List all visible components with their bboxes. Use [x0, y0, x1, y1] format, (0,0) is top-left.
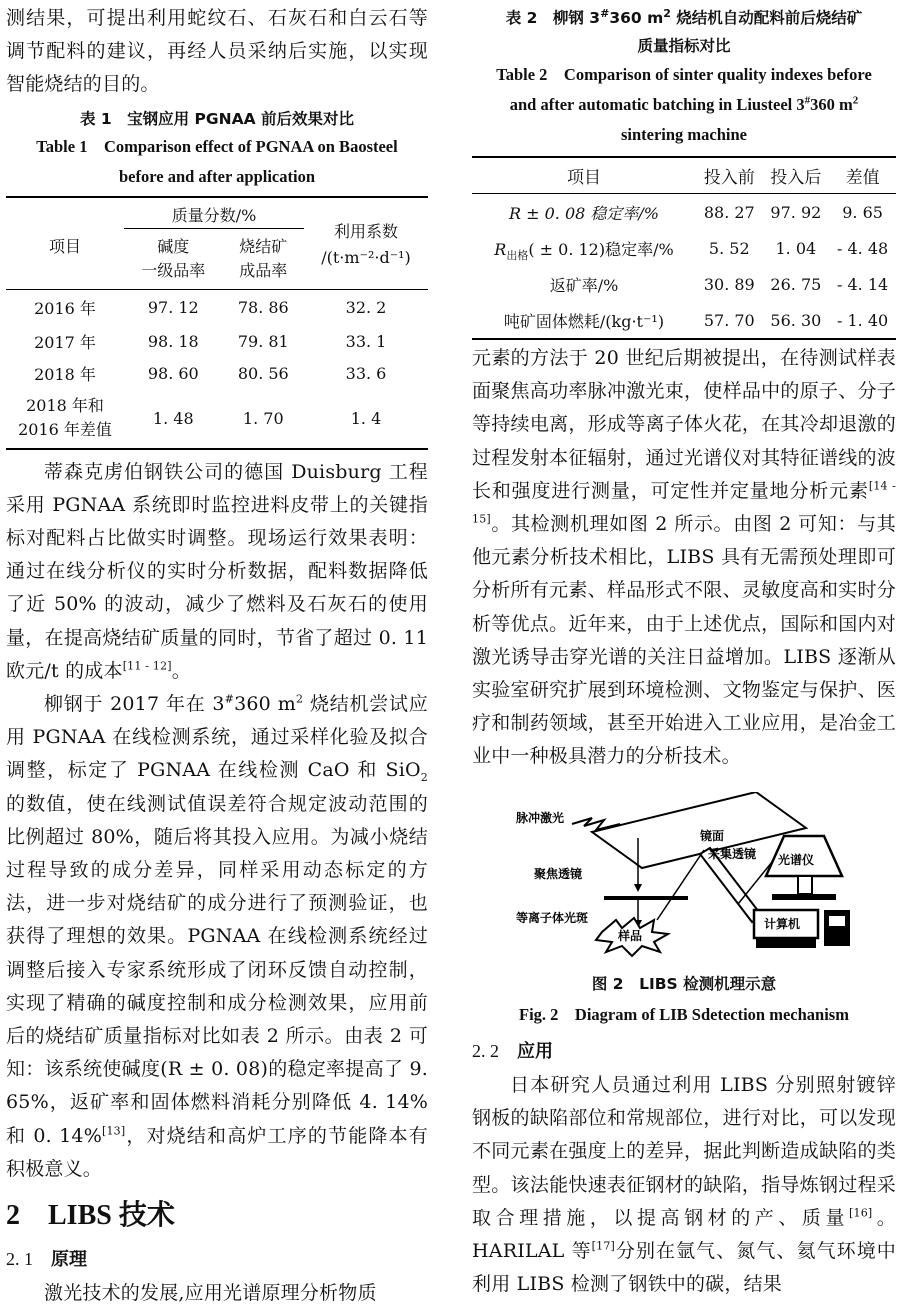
table2-caption-en-line1: Table 2 Comparison of sinter quality indexes before	[496, 65, 872, 84]
table1-header-yield-line2: 成品率	[239, 260, 288, 280]
paragraph-thyssenkrupp: 蒂森克虏伯钢铁公司的德国 Duisburg 工程采用 PGNAA 系统即时监控进料皮带上的关键指标对配料占比做实时调整。现场运行效果表明：通过在线分析仪的实时分析数据，配料数据降低了近 50% 的波动，减少了燃料及石灰石的使用量，在提高烧结矿质量的同时，节省了超过 0. 11 欧元/t 的成本[11 - 12]。	[6, 460, 428, 682]
superscript-hash: #	[600, 6, 610, 20]
table2-cell-item	[472, 230, 696, 266]
table2-cell-diff: - 4. 14	[836, 274, 889, 294]
monitor-screen	[829, 916, 845, 926]
libs-diagram	[472, 792, 896, 962]
table2-caption-en-line2	[472, 90, 896, 120]
table1-header-coef-line2: /(t·m⁻²·d⁻¹)	[321, 248, 411, 268]
table1-cell-yield: 79. 81	[237, 332, 289, 352]
subsection-heading-application	[472, 1036, 896, 1067]
table1-cell-item: 2016 年	[34, 299, 96, 319]
subscript-2: 2	[420, 771, 428, 785]
table1-cell-coef: 33. 1	[345, 332, 387, 352]
table-row	[6, 289, 428, 326]
right-column-lower	[472, 968, 896, 1301]
table-row	[6, 358, 428, 390]
monitor-icon	[824, 910, 850, 946]
table1-header-group: 质量分数/%	[124, 197, 304, 229]
label-mirror: 镜面	[700, 829, 725, 843]
table2-cell-after: 26. 75	[770, 274, 822, 294]
table1-cell-coef: 32. 2	[345, 298, 387, 318]
label-computer: 计算机	[764, 917, 801, 931]
label-focus-lens: 聚焦透镜	[534, 867, 583, 881]
paragraph-liugang-text-e: ，对烧结和高炉工序的节能降本有积极意义。	[6, 1124, 428, 1180]
table1-header-basicity-line1: 碱度	[157, 236, 190, 256]
fiber-line	[738, 862, 772, 904]
table2-caption-cn-line2: 质量指标对比	[637, 37, 731, 55]
table2-caption-en-a: and after automatic batching in Liusteel 3	[509, 95, 805, 114]
table1-cell-item-line2: 2016 年差值	[18, 419, 112, 439]
table2-cell-after: 97. 92	[770, 202, 822, 222]
table1-cell-yield: 78. 86	[237, 298, 289, 318]
subsection-number: 2. 2	[472, 1041, 499, 1061]
table1-header-coef-line1: 利用系数	[333, 222, 398, 242]
citation-14-15: [14 - 15]	[472, 479, 896, 526]
subsection-number: 2. 1	[6, 1249, 33, 1270]
citation-11-12: [11 - 12]	[122, 659, 172, 673]
table2-cell-item-rest: ( ± 0. 12)稳定率/%	[528, 239, 674, 259]
table2-caption-cn-line1	[472, 4, 896, 32]
subsection-title: 应用	[517, 1041, 553, 1062]
table2-cell-item: 返矿率/%	[549, 275, 619, 295]
arrow-head-icon	[634, 884, 642, 892]
table1-header-yield	[223, 228, 304, 289]
table2-caption-cn-c: 烧结机自动配料前后烧结矿	[670, 9, 863, 27]
table2-cell-item-sub: 出格	[506, 248, 529, 262]
table1-caption-en-line1: Table 1 Comparison effect of PGNAA on Baosteel	[36, 136, 398, 156]
paragraph-application	[472, 1069, 896, 1301]
table-row	[472, 230, 896, 266]
paragraph-liugang-text-c: 烧结机尝试应用 PGNAA 在线检测系统，通过采样化验及拟合调整，标定了 PGNAA 在线检测 CaO 和 SiO	[6, 693, 428, 782]
paragraph-liugang-text-d: 的数值，使在线测试值误差符合规定波动范围的比例超过 80%，随后将其投入应用。为减小烧结过程导致的成分差异，同样采用动态标定的方法，进一步对烧结矿的成分进行了预测验证，也获得了理想的效果。PGNAA 在线检测系统经过调整后接入专家系统形成了闭环反馈自动控制，实现了精确的碱度控制和成分检测效果，应用前后的烧结矿质量指标对比如表 2 所示。由表 2 可知：该系统使碱度(R ± 0. 08)的稳定率提高了 9. 65%，返矿率和固体燃料消耗分别降低 4. 14% 和 0. 14%	[6, 792, 428, 1147]
paragraph-thyssenkrupp-text: 蒂森克虏伯钢铁公司的德国 Duisburg 工程采用 PGNAA 系统即时监控进料皮带上的关键指标对配料占比做实时调整。现场运行效果表明：通过在线分析仪的实时分析数据，配料数据降低了近 50% 的波动，减少了燃料及石灰石的使用量，在提高烧结矿质量的同时，节省了超过 0. 11 欧元/t 的成本	[6, 460, 428, 682]
table-row	[472, 194, 896, 231]
superscript-hash: #	[224, 692, 235, 706]
table2-header-diff: 差值	[829, 157, 896, 194]
superscript-2: 2	[295, 692, 304, 706]
table2-cell-diff: - 4. 48	[836, 238, 889, 258]
table2-cell-diff: 9. 65	[842, 202, 883, 222]
table1-cell-item-line1: 2018 年和	[26, 395, 104, 415]
table2-cell-before: 57. 70	[703, 310, 755, 330]
table1-header-coef	[304, 197, 428, 290]
left-column	[6, 0, 428, 1310]
table-row	[6, 390, 428, 449]
table1-header-basicity	[124, 228, 223, 289]
table2-cell-after: 56. 30	[770, 310, 822, 330]
table1-cell-basicity: 98. 18	[147, 332, 199, 352]
label-collect-lens: 采集透镜	[708, 847, 757, 861]
paragraph-application-text-c: 分别在氩气、氮气、氦气环境中利用 LIBS 检测了钢铁中的碳，结果	[472, 1240, 896, 1296]
table2-cell-item-r: R	[494, 239, 507, 259]
paragraph-application-text-a: 日本研究人员通过利用 LIBS 分别照射镀锌钢板的缺陷部位和常规部位，进行对比，可以发现不同元素在强度上的差异，据此判断造成缺陷的类型。该法能快速表征钢材的缺陷，指导炼钢过程采取合理措施，以提高钢材的产、质量	[472, 1074, 896, 1229]
table2-header-before: 投入前	[696, 157, 763, 194]
paragraph-libs-intro-text-b: 。其检测机理如图 2 所示。由图 2 可知：与其他元素分析技术相比，LIBS 具有无需预处理即可分析所有元素、样品形式不限、灵敏度高和实时分析等优点。近年来，由于上述优点，国际和国内对激光诱导击穿光谱的关注日益增加。LIBS 逐渐从实验室研究扩展到环境检测、文物鉴定与保护、医疗和制药领域，甚至开始进入工业应用，是冶金工业中一种极具潜力的分析技术。	[472, 513, 896, 768]
right-column	[472, 0, 896, 774]
table1-cell-basicity: 98. 60	[147, 364, 199, 384]
paragraph-principle: 激光技术的发展,应用光谱原理分析物质	[44, 1282, 377, 1305]
table2-caption-en-b: 360 m	[810, 95, 853, 114]
table1-cell-basicity: 1. 48	[152, 409, 194, 429]
citation-13: [13]	[101, 1124, 126, 1138]
table1-cell-yield: 1. 70	[242, 409, 284, 429]
table1	[6, 196, 428, 450]
table-row	[472, 266, 896, 302]
table2-cell-item: R ± 0. 08 稳定率/%	[508, 203, 660, 223]
label-sample: 样品	[618, 929, 643, 943]
paragraph-liugang	[6, 688, 428, 1186]
paragraph-liugang-text-b: 360 m	[234, 693, 296, 716]
paragraph-libs-intro-text-a: 元素的方法于 20 世纪后期被提出，在待测试样表面聚焦高功率脉冲激光束，使样品中的原子、分子等持续电离，形成等离子体火花，在其冷却退激的过程发射本征辐射，通过光谱仪对其特征谱线的波长和强度进行测量，可定性并定量地分析元素	[472, 347, 896, 502]
table2-cell-before: 88. 27	[703, 202, 755, 222]
citation-17: [17]	[591, 1239, 616, 1253]
figure-libs-mechanism	[472, 792, 896, 962]
table1-cell-item: 2018 年	[34, 365, 96, 385]
table1-caption-en-line2: before and after application	[118, 166, 315, 186]
table2-cell-before: 30. 89	[703, 274, 755, 294]
table1-cell-coef: 33. 6	[345, 364, 387, 384]
paragraph-liugang-text-a: 柳钢于 2017 年在 3	[44, 693, 225, 716]
spectrometer-stem	[798, 876, 812, 894]
table2-caption-cn-a: 表 2 柳钢 3	[505, 9, 601, 27]
table1-header-item: 项目	[6, 197, 124, 290]
label-plasma-spot: 等离子体光斑	[516, 911, 589, 925]
table1-cell-item	[6, 390, 124, 449]
table1-header-basicity-line2: 一级品率	[141, 260, 206, 280]
table2-cell-item: 吨矿固体燃耗/(kg·t⁻¹)	[503, 311, 665, 331]
paragraph-application-text-b: 。HARILAL 等	[472, 1206, 897, 1263]
section-heading-libs: 2 LIBS 技术	[6, 1200, 175, 1232]
superscript-hash: #	[804, 94, 811, 107]
table2-header-after: 投入后	[763, 157, 830, 194]
table2-caption-cn-b: 360 m	[609, 9, 664, 27]
spectrometer-base	[772, 894, 836, 900]
paragraph-libs-intro	[472, 342, 896, 774]
table1-header-yield-line1: 烧结矿	[239, 236, 288, 256]
superscript-2: 2	[852, 94, 859, 107]
table1-cell-yield: 80. 56	[237, 364, 289, 384]
subsection-heading-principle	[6, 1244, 428, 1275]
label-spectrometer: 光谱仪	[778, 853, 815, 867]
table2-header-item: 项目	[472, 157, 696, 194]
table2	[472, 156, 896, 340]
citation-16: [16]	[849, 1206, 873, 1220]
table2-cell-after: 1. 04	[775, 238, 817, 258]
table-row	[472, 302, 896, 339]
figure2-caption-en: Fig. 2 Diagram of LIB Sdetection mechanism	[519, 1005, 849, 1024]
superscript-2: 2	[663, 6, 671, 20]
collection-line	[657, 850, 704, 920]
table1-cell-item: 2017 年	[34, 333, 96, 353]
focus-lens-shape	[604, 896, 688, 900]
figure2-caption-cn: 图 2 LIBS 检测机理示意	[591, 975, 777, 993]
table2-cell-before: 5. 52	[708, 238, 750, 258]
computer-base	[756, 938, 816, 948]
subsection-title: 原理	[51, 1249, 87, 1271]
paragraph-intro-end: 测结果，可提出利用蛇纹石、石灰石和白云石等调节配料的建议，再经人员采纳后实施，以实现智能烧结的目的。	[6, 7, 428, 96]
table-row	[6, 326, 428, 358]
table1-cell-basicity: 97. 12	[147, 298, 199, 318]
label-pulse-laser: 脉冲激光	[516, 811, 565, 825]
table1-cell-coef: 1. 4	[350, 409, 382, 429]
table2-cell-diff: - 1. 40	[836, 310, 889, 330]
table1-caption-cn: 表 1 宝钢应用 PGNAA 前后效果对比	[79, 109, 355, 128]
laser-beam-icon	[572, 818, 620, 830]
table2-caption-en-line3: sintering machine	[620, 125, 748, 144]
